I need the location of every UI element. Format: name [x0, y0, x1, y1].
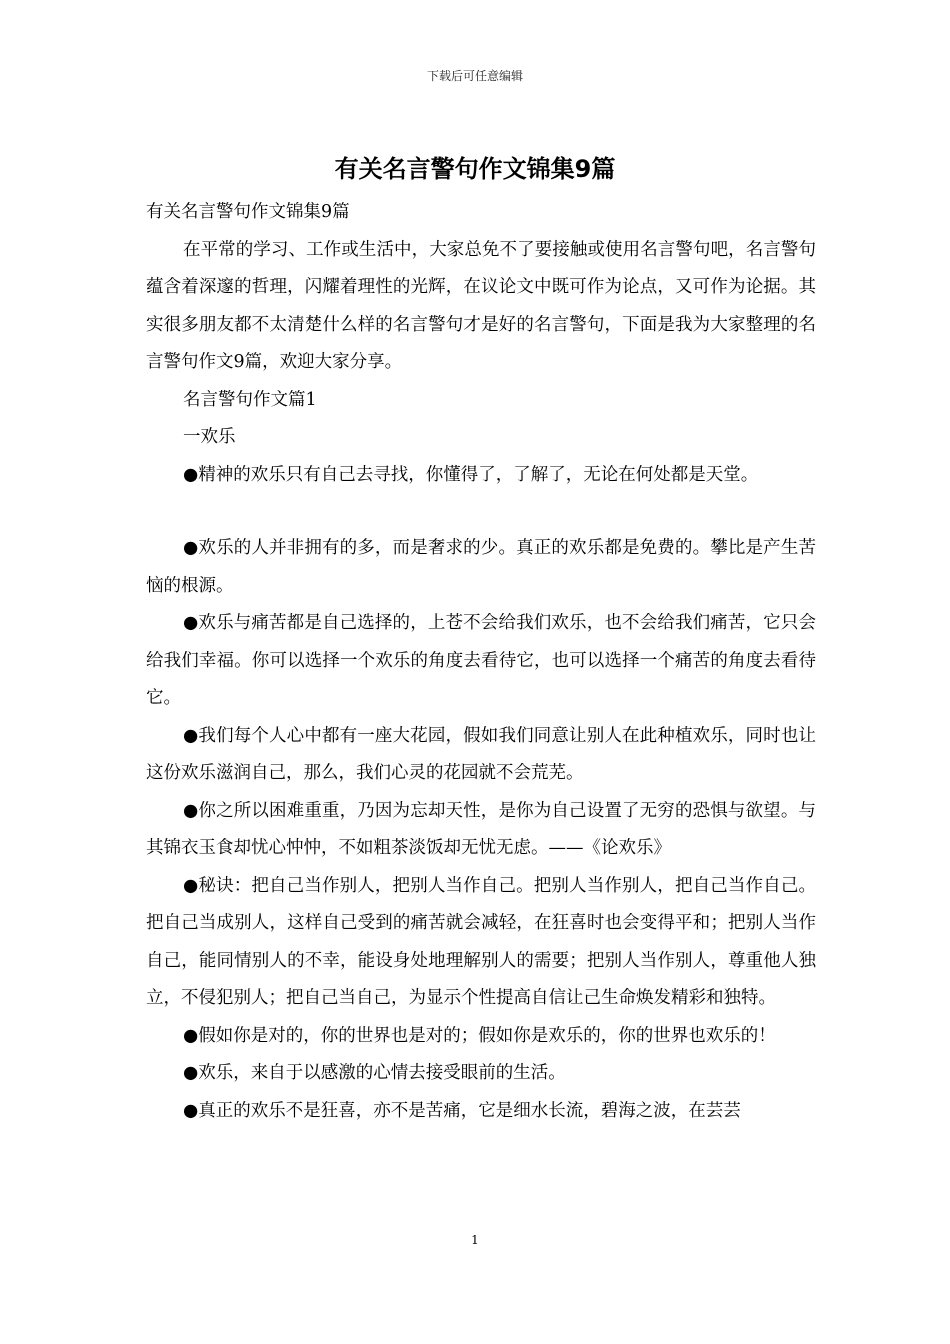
quote-item: ●真正的欢乐不是狂喜，亦不是苦痛，它是细水长流，碧海之波，在芸芸	[183, 1100, 741, 1121]
quote-item: ●秘诀：把自己当作别人，把别人当作自己。把别人当作别人，把自己当作自己。把自己当成别人，这样自己受到的痛苦就会减轻，在狂喜时也会变得平和；把别人当作自己，能同情别人的不幸，能设身处地理解别人的需要；把别人当作别人，尊重他人独立，不侵犯别人；把自己当自己，为显示个性提高自信让己生命焕发精彩和独特。	[146, 875, 816, 1008]
quote-item: ●你之所以困难重重，乃因为忘却天性，是你为自己设置了无穷的恐惧与欲望。与其锦衣玉食却忧心忡忡，不如粗茶淡饭却无忧无虑。——《论欢乐》	[146, 800, 816, 858]
section-heading: 名言警句作文篇1	[183, 389, 317, 410]
quote-item: ●欢乐，来自于以感激的心情去接受眼前的生活。	[183, 1063, 566, 1083]
intro-paragraph: 在平常的学习、工作或生活中，大家总免不了要接触或使用名言警句吧，名言警句蕴含着深邃的哲理，闪耀着理性的光辉，在议论文中既可作为论点，又可作为论据。其实很多朋友都不太清楚什么样的名言警句才是好的名言警句，下面是我为大家整理的名言警句作文9篇，欢迎大家分享。	[146, 239, 816, 372]
sub-heading: 一欢乐	[183, 427, 236, 447]
paragraph-gap	[146, 494, 816, 530]
document-subtitle: 有关名言警句作文锦集9篇	[146, 202, 350, 222]
quote-item: ●假如你是对的，你的世界也是对的；假如你是欢乐的，你的世界也欢乐的！	[183, 1025, 776, 1046]
document-title: 有关名言警句作文锦集9篇	[334, 155, 616, 183]
quote-item: ●我们每个人心中都有一座大花园，假如我们同意让别人在此种植欢乐，同时也让这份欢乐滋润自己，那么，我们心灵的花园就不会荒芜。	[146, 725, 816, 783]
header-note: 下载后可任意编辑	[426, 69, 523, 83]
quote-item: ●欢乐与痛苦都是自己选择的，上苍不会给我们欢乐，也不会给我们痛苦，它只会给我们幸福。你可以选择一个欢乐的角度去看待它，也可以选择一个痛苦的角度去看待它。	[146, 613, 816, 708]
document-body	[146, 194, 816, 1130]
page-number: 1	[471, 1233, 479, 1247]
quote-item: ●欢乐的人并非拥有的多，而是奢求的少。真正的欢乐都是免费的。攀比是产生苦恼的根源。	[146, 538, 816, 596]
quote-item: ●精神的欢乐只有自己去寻找，你懂得了，了解了，无论在何处都是天堂。	[183, 464, 759, 485]
